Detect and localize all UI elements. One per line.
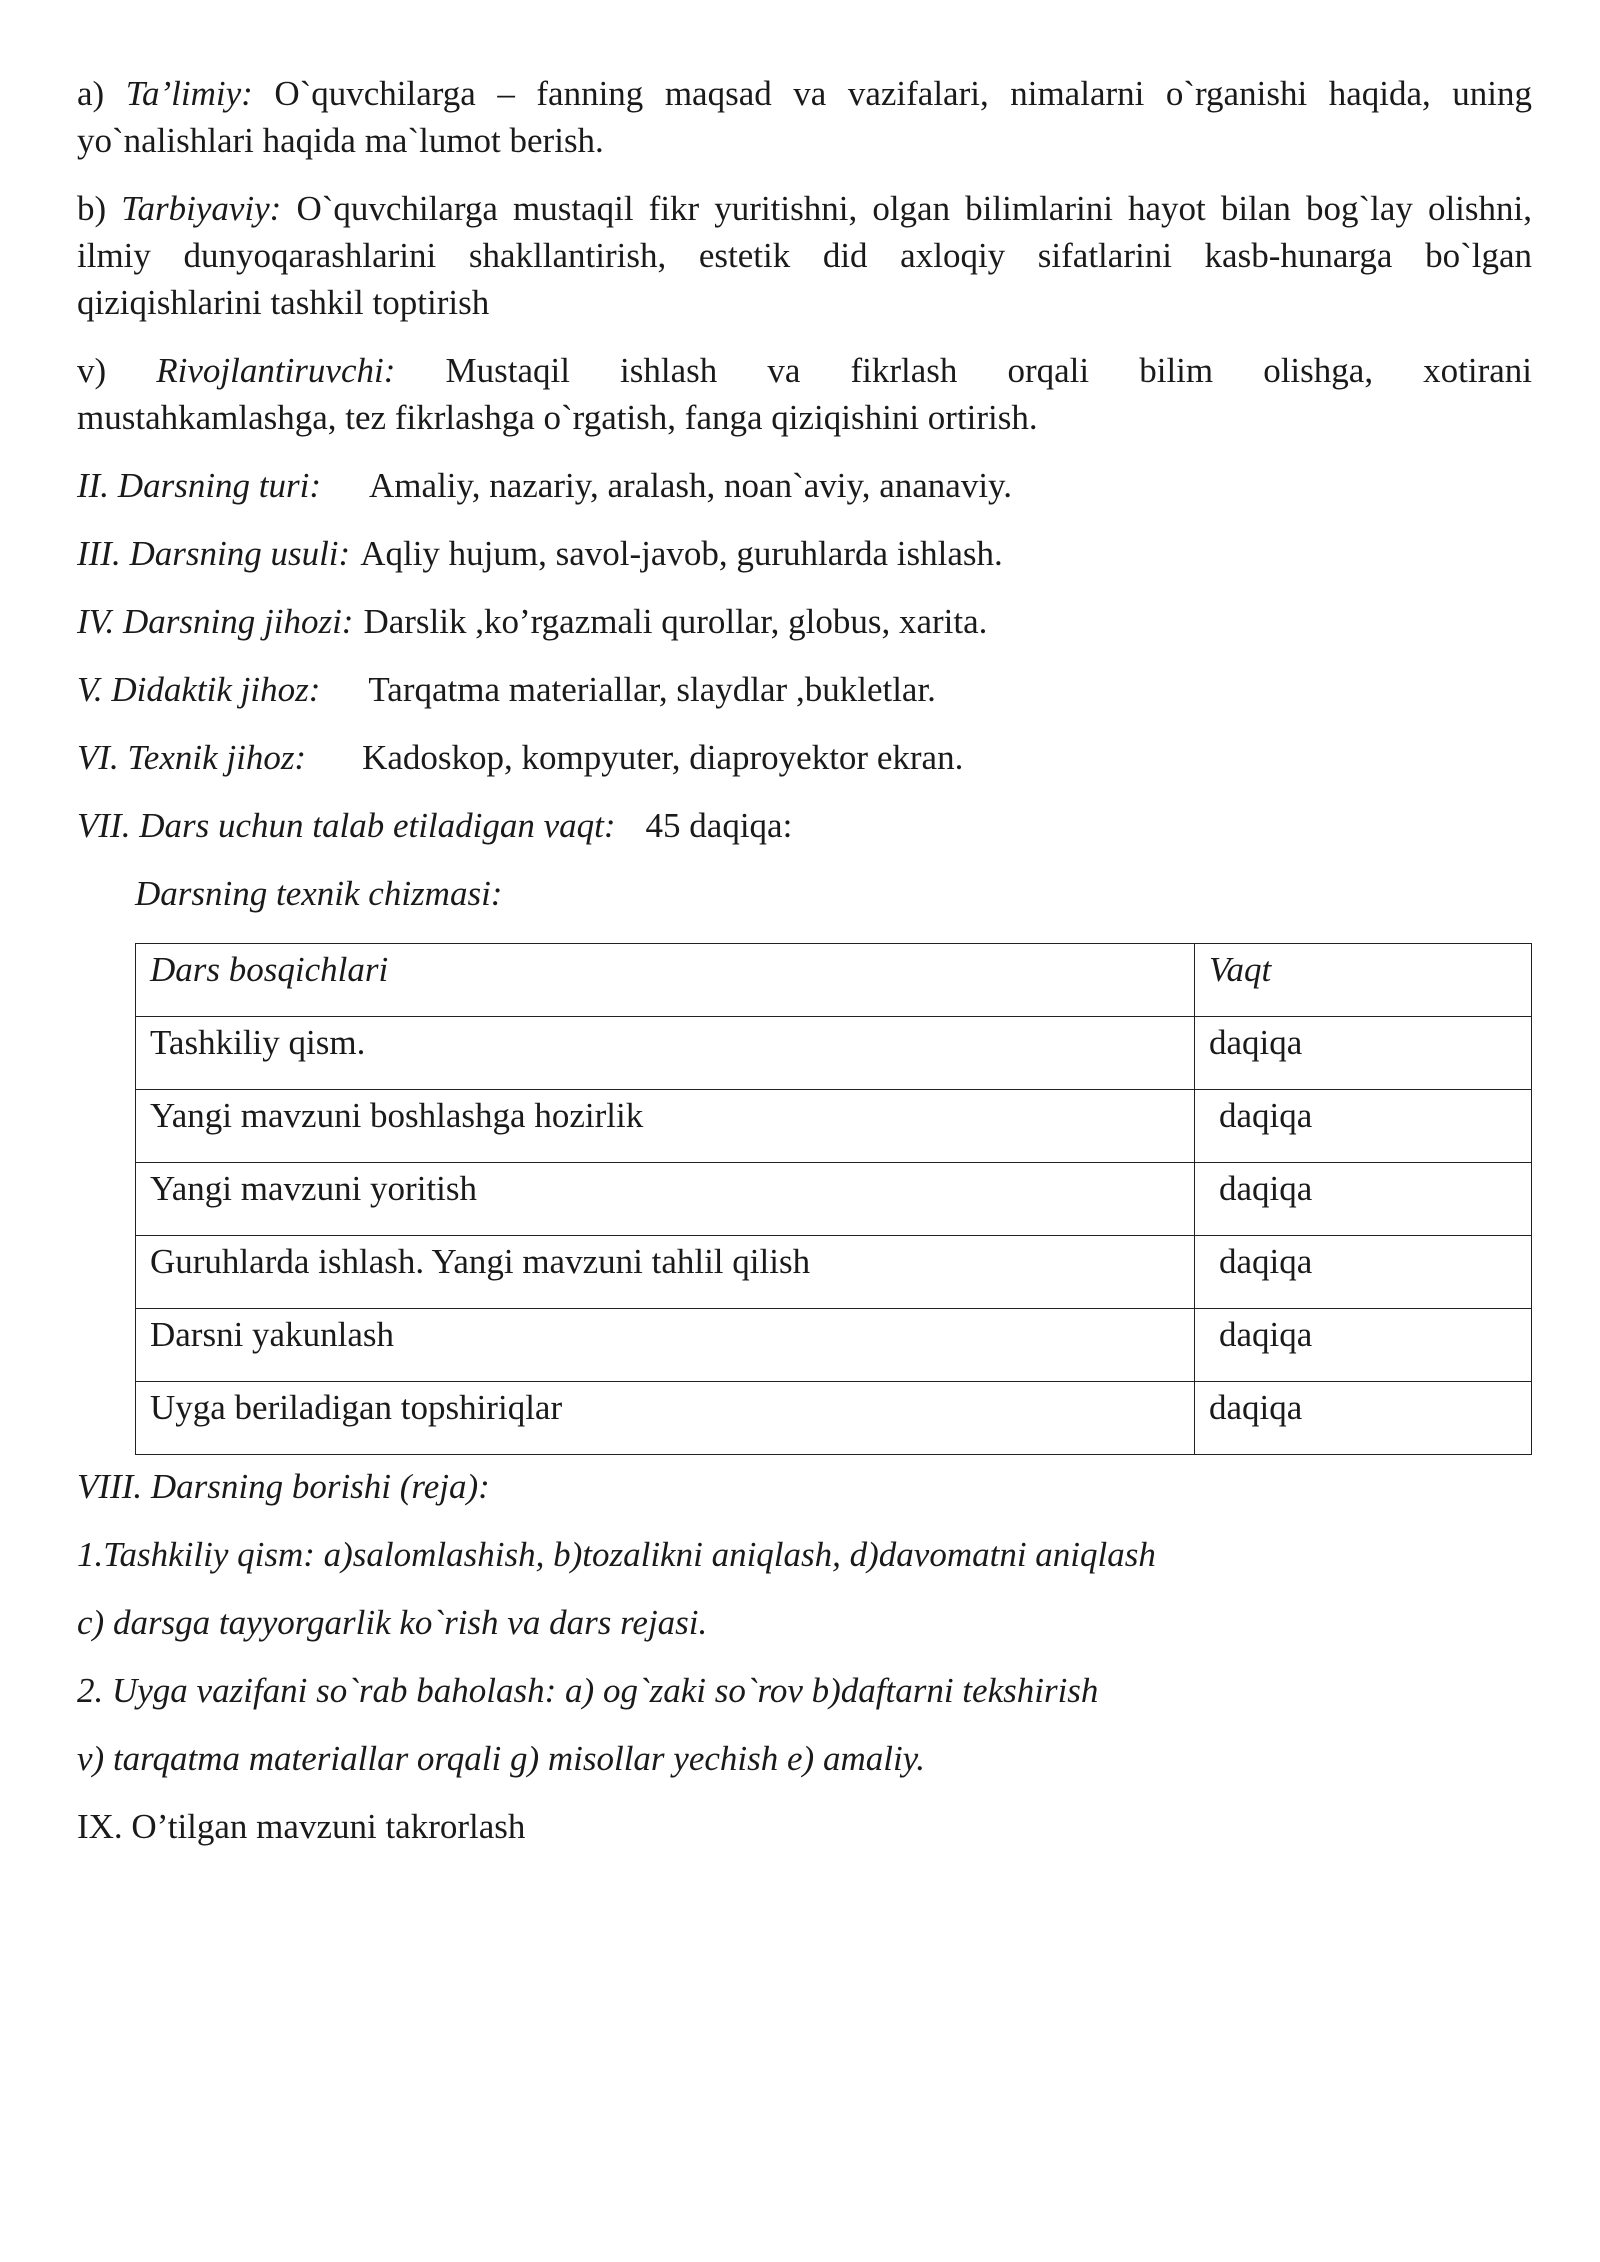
progress-step-1-cont: c) darsga tayyorgarlik ko`rish va dars rejasi. [77,1603,708,1642]
table-row [136,1017,1532,1090]
stage-cell: Guruhlarda ishlash. Yangi mavzuni tahlil qilish [136,1236,1195,1309]
lesson-time [77,802,1532,849]
time-cell: daqiqa [1195,1090,1532,1163]
technical-equipment-value: Kadoskop, kompyuter, diaproyektor ekran. [362,738,964,777]
review-title: IX. O’tilgan mavzuni takrorlash [77,1807,526,1846]
lesson-time-label: VII. Dars uchun talab etiladigan vaqt: [77,806,616,845]
document-page [77,70,1532,1871]
header-time: Vaqt [1195,944,1532,1017]
lesson-method-label: III. Darsning usuli: [77,534,351,573]
table-row [136,1090,1532,1163]
table-header-row [136,944,1532,1017]
lesson-method [77,530,1532,577]
goal-label: Tarbiyaviy: [121,189,282,228]
stage-cell: Yangi mavzuni yoritish [136,1163,1195,1236]
time-cell: daqiqa [1195,1017,1532,1090]
didactic-equipment-value: Tarqatma materiallar, slaydlar ,bukletlar. [368,670,936,709]
progress-step-2-cont: v) tarqatma materiallar orqali g) misollar yechish e) amaliy. [77,1739,926,1778]
progress-step-2: 2. Uyga vazifani so`rab baholash: a) og`zaki so`rov b)daftarni tekshirish [77,1671,1099,1710]
lesson-type-label: II. Darsning turi: [77,466,322,505]
lesson-equipment [77,598,1532,645]
stage-cell: Darsni yakunlash [136,1309,1195,1382]
table-row [136,1236,1532,1309]
stage-cell: Tashkiliy qism. [136,1017,1195,1090]
lesson-equipment-label: IV. Darsning jihozi: [77,602,354,641]
goal-developmental [77,347,1532,441]
goal-educational [77,70,1532,164]
progress-title: VIII. Darsning borishi (reja): [77,1467,490,1506]
scheme-title: Darsning texnik chizmasi: [135,874,503,913]
goal-developmental-line2: mustahkamlashga, tez fikrlashga o`rgatish, fanga qiziqishini ortirish. [77,398,1038,437]
goal-text: O`quvchilarga mustaqil fikr yuritishni, olgan bilimlarini hayot bilan bog`lay olishni, ilmiy dunyoqarashlarini shakllantirish, estetik did axloqiy sifatlarini kasb-hunarga bo`lgan qiziqishlarini tashkil toptirish [77,189,1532,322]
goal-label: Rivojlantiruvchi: [156,351,396,390]
lesson-equipment-value: Darslik ,ko’rgazmali qurollar, globus, xarita. [363,602,988,641]
technical-equipment [77,734,1532,781]
table-row [136,1382,1532,1455]
lesson-type [77,462,1532,509]
lesson-stages-table [135,943,1532,1455]
lesson-type-value: Amaliy, nazariy, aralash, noan`aviy, ananaviy. [369,466,1013,505]
goal-text: O`quvchilarga – fanning maqsad va vazifalari, nimalarni o`rganishi haqida, uning yo`nalishlari haqida ma`lumot berish. [77,74,1532,160]
progress-step-1: 1.Tashkiliy qism: a)salomlashish, b)tozalikni aniqlash, d)davomatni aniqlash [77,1535,1156,1574]
stage-cell: Yangi mavzuni boshlashga hozirlik [136,1090,1195,1163]
table-row [136,1163,1532,1236]
time-cell: daqiqa [1195,1163,1532,1236]
didactic-equipment [77,666,1532,713]
goal-text: Mustaqil ishlash va fikrlash orqali bilim olishga, xotirani [445,351,1533,390]
goal-label: Ta’limiy: [125,74,253,113]
table-row [136,1309,1532,1382]
goal-marker: b) [77,189,107,228]
time-cell: daqiqa [1195,1309,1532,1382]
header-stages: Dars bosqichlari [136,944,1195,1017]
lesson-method-value: Aqliy hujum, savol-javob, guruhlarda ishlash. [360,534,1003,573]
time-cell: daqiqa [1195,1382,1532,1455]
goal-marker: a) [77,74,105,113]
goal-upbringing [77,185,1532,326]
didactic-equipment-label: V. Didaktik jihoz: [77,670,321,709]
time-cell: daqiqa [1195,1236,1532,1309]
goal-marker: v) [77,351,107,390]
lesson-time-value: 45 daqiqa: [645,806,793,845]
goal-developmental-line1 [77,347,1532,394]
stage-cell: Uyga beriladigan topshiriqlar [136,1382,1195,1455]
technical-equipment-label: VI. Texnik jihoz: [77,738,307,777]
